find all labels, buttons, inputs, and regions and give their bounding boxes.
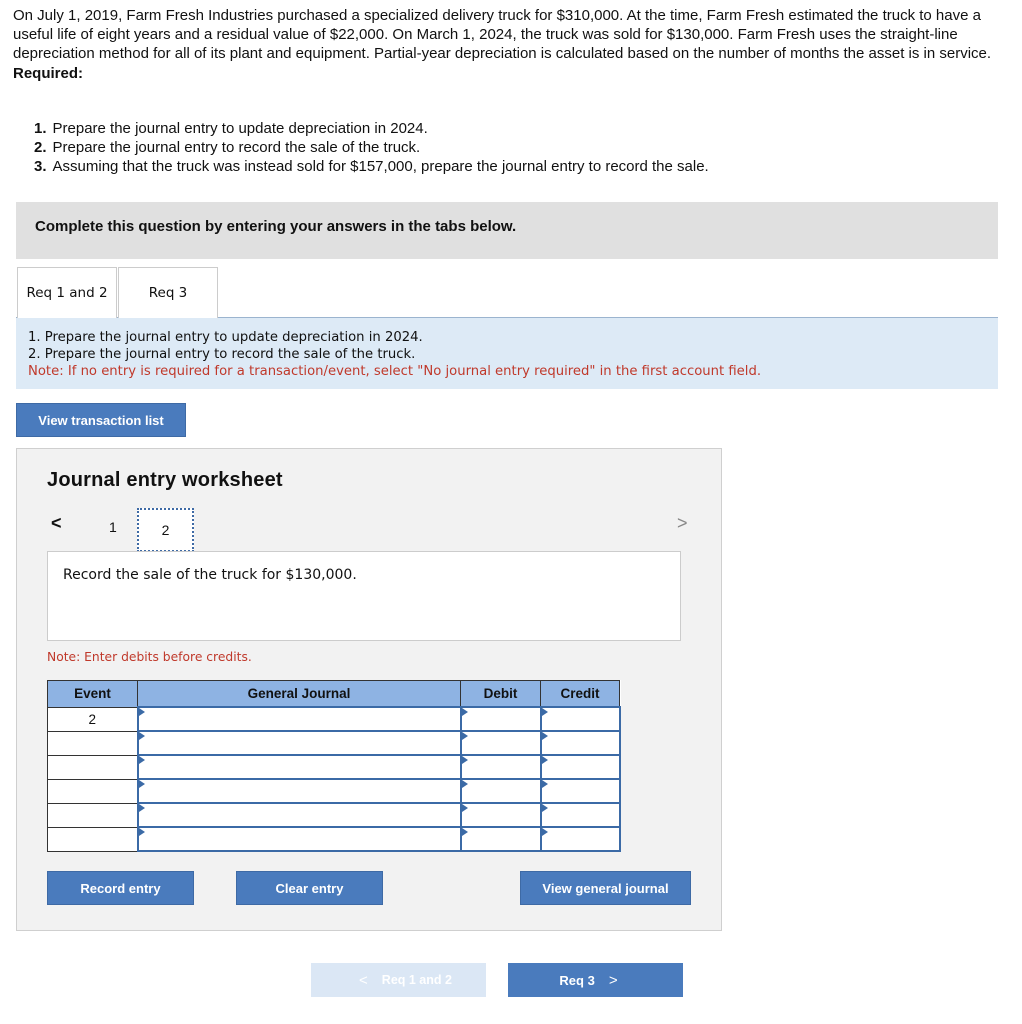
tab-req-3[interactable]: Req 3	[118, 267, 218, 318]
credit-input[interactable]	[541, 827, 620, 851]
account-select[interactable]	[138, 779, 461, 803]
required-label: Required:	[13, 64, 84, 82]
tab-req-1-and-2[interactable]: Req 1 and 2	[17, 267, 117, 319]
account-select[interactable]	[138, 731, 461, 755]
question-paragraph: On July 1, 2019, Farm Fresh Industries purchased a specialized delivery truck for $310,000. At the time, Farm Fresh estimated the truck to have a useful life of eight years and a residual value of $22,000. On March 1, 2024, the truck was sold for $130,000. Farm Fresh uses the straight-line depreciation method for all of its plant and equipment. Partial-year depreciation is calculated based on the number of months the asset is in service.	[13, 7, 992, 63]
tab-instructions	[16, 318, 998, 389]
account-select[interactable]	[138, 803, 461, 827]
previous-tab-label: Req 1 and 2	[381, 973, 452, 987]
column-header-general-journal: General Journal	[138, 681, 461, 708]
transaction-description: Record the sale of the truck for $130,000.	[63, 567, 357, 583]
debit-input[interactable]	[461, 803, 541, 827]
event-cell	[48, 731, 138, 755]
account-select[interactable]	[138, 755, 461, 779]
debit-input[interactable]	[461, 827, 541, 851]
debit-input[interactable]	[461, 755, 541, 779]
credit-input[interactable]	[541, 779, 620, 803]
chevron-right-icon[interactable]: >	[677, 513, 688, 533]
table-row	[48, 707, 620, 731]
table-row	[48, 779, 620, 803]
journal-table	[47, 680, 621, 852]
chevron-left-icon[interactable]: <	[51, 513, 62, 533]
event-cell	[48, 803, 138, 827]
instruction-line-2: 2. Prepare the journal entry to record the sale of the truck.	[28, 347, 416, 362]
debit-input[interactable]	[461, 731, 541, 755]
event-cell	[48, 827, 138, 851]
credit-input[interactable]	[541, 707, 620, 731]
requirement-item: 1. Prepare the journal entry to update depreciation in 2024.	[34, 120, 428, 137]
credit-input[interactable]	[541, 803, 620, 827]
column-header-event: Event	[48, 681, 138, 708]
debit-input[interactable]	[461, 707, 541, 731]
credit-input[interactable]	[541, 755, 620, 779]
column-header-credit: Credit	[541, 681, 620, 708]
journal-entry-worksheet	[16, 448, 722, 931]
debits-note: Note: Enter debits before credits.	[47, 650, 252, 664]
instruction-note: Note: If no entry is required for a transaction/event, select "No journal entry required" in the first account field.	[28, 364, 762, 379]
table-row	[48, 755, 620, 779]
banner-text: Complete this question by entering your answers in the tabs below.	[35, 218, 517, 235]
event-cell: 2	[48, 707, 138, 731]
view-general-journal-button[interactable]: View general journal	[520, 871, 691, 905]
next-tab-button[interactable]	[508, 963, 683, 997]
view-transaction-list-button[interactable]: View transaction list	[16, 403, 186, 437]
clear-entry-button[interactable]: Clear entry	[236, 871, 383, 905]
column-header-debit: Debit	[461, 681, 541, 708]
table-row	[48, 827, 620, 851]
table-row	[48, 731, 620, 755]
requirement-item: 2. Prepare the journal entry to record the sale of the truck.	[34, 139, 421, 156]
requirement-item: 3. Assuming that the truck was instead sold for $157,000, prepare the journal entry to record the sale.	[34, 158, 709, 175]
event-cell	[48, 755, 138, 779]
chevron-right-icon: >	[608, 971, 618, 989]
next-tab-label: Req 3	[559, 972, 595, 988]
account-select[interactable]	[138, 707, 461, 731]
table-row	[48, 803, 620, 827]
requirements-list	[34, 119, 709, 176]
record-entry-button[interactable]: Record entry	[47, 871, 194, 905]
worksheet-title: Journal entry worksheet	[47, 469, 283, 491]
instructions-banner	[16, 202, 998, 259]
account-select[interactable]	[138, 827, 461, 851]
worksheet-page-1[interactable]: 1	[109, 519, 117, 535]
question-text	[13, 6, 1013, 83]
transaction-description-box	[47, 551, 681, 641]
credit-input[interactable]	[541, 731, 620, 755]
debit-input[interactable]	[461, 779, 541, 803]
previous-tab-button[interactable]	[311, 963, 486, 997]
worksheet-page-2[interactable]: 2	[137, 508, 194, 552]
instruction-line-1: 1. Prepare the journal entry to update depreciation in 2024.	[28, 330, 423, 345]
event-cell	[48, 779, 138, 803]
chevron-left-icon: <	[359, 971, 368, 989]
